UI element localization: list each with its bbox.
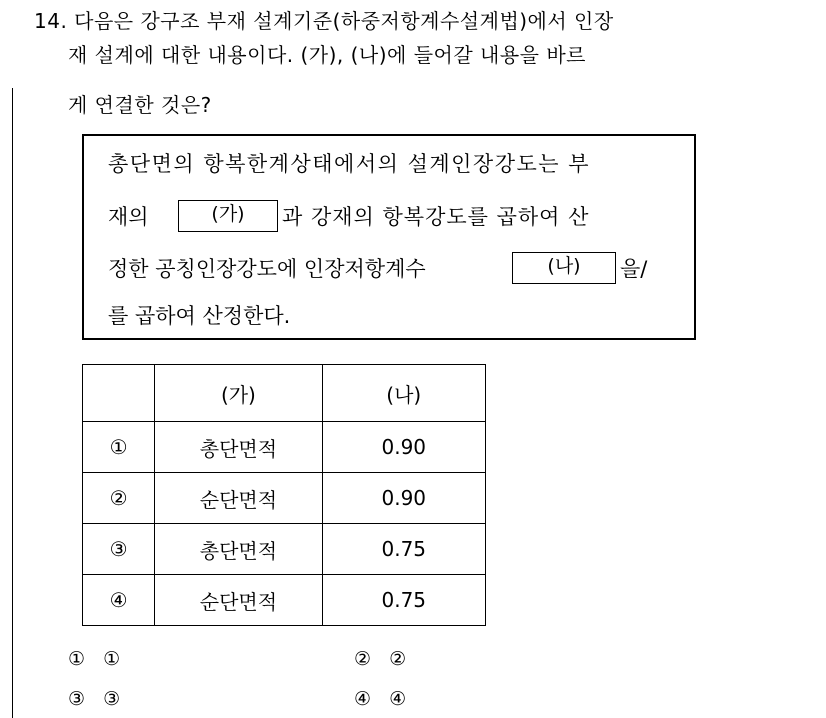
table-row — [83, 473, 486, 524]
row-number: ④ — [83, 575, 155, 626]
options-table — [82, 364, 486, 626]
header-cell-na: (나) — [322, 365, 485, 422]
passage-line-2-end: 과 강재의 항복강도를 곱하여 산 — [282, 205, 590, 229]
passage-box — [82, 134, 696, 340]
table-row — [83, 575, 486, 626]
blank-na — [512, 252, 616, 284]
blank-ga-label: (가) — [211, 203, 245, 225]
row-number: ① — [83, 422, 155, 473]
question-line-3: 게 연결한 것은? — [68, 93, 212, 117]
passage-line-1: 총단면의 항복한계상태에서의 설계인장강도는 부 — [108, 152, 591, 176]
row-number: ② — [83, 473, 155, 524]
blank-ga — [178, 200, 278, 232]
header-cell-number — [83, 365, 155, 422]
answer-choice-3[interactable]: ③ ③ — [68, 688, 127, 710]
question-line-1: 14. 다음은 강구조 부재 설계기준(하중저항계수설계법)에서 인장 — [34, 9, 614, 33]
passage-line-3-start: 정한 공칭인장강도에 인장저항계수 — [108, 257, 426, 281]
answer-choice-4[interactable]: ④ ④ — [354, 688, 413, 710]
row-ga: 총단면적 — [155, 422, 322, 473]
row-ga: 총단면적 — [155, 524, 322, 575]
table-row — [83, 422, 486, 473]
table-header-row — [83, 365, 486, 422]
row-na: 0.90 — [322, 473, 485, 524]
row-na: 0.75 — [322, 575, 485, 626]
margin-rule — [12, 88, 13, 718]
row-ga: 순단면적 — [155, 575, 322, 626]
row-na: 0.75 — [322, 524, 485, 575]
answer-choice-2[interactable]: ② ② — [354, 648, 413, 670]
answer-choice-1[interactable]: ① ① — [68, 648, 127, 670]
row-ga: 순단면적 — [155, 473, 322, 524]
question-line-2: 재 설계에 대한 내용이다. (가), (나)에 들어갈 내용을 바르 — [68, 43, 587, 67]
passage-line-2-start: 재의 — [108, 205, 149, 229]
table-row — [83, 524, 486, 575]
row-number: ③ — [83, 524, 155, 575]
row-na: 0.90 — [322, 422, 485, 473]
blank-na-label: (나) — [547, 255, 581, 277]
passage-line-3-end: 을/ — [620, 257, 648, 281]
passage-line-4: 를 곱하여 산정한다. — [108, 304, 291, 328]
header-cell-ga: (가) — [155, 365, 322, 422]
